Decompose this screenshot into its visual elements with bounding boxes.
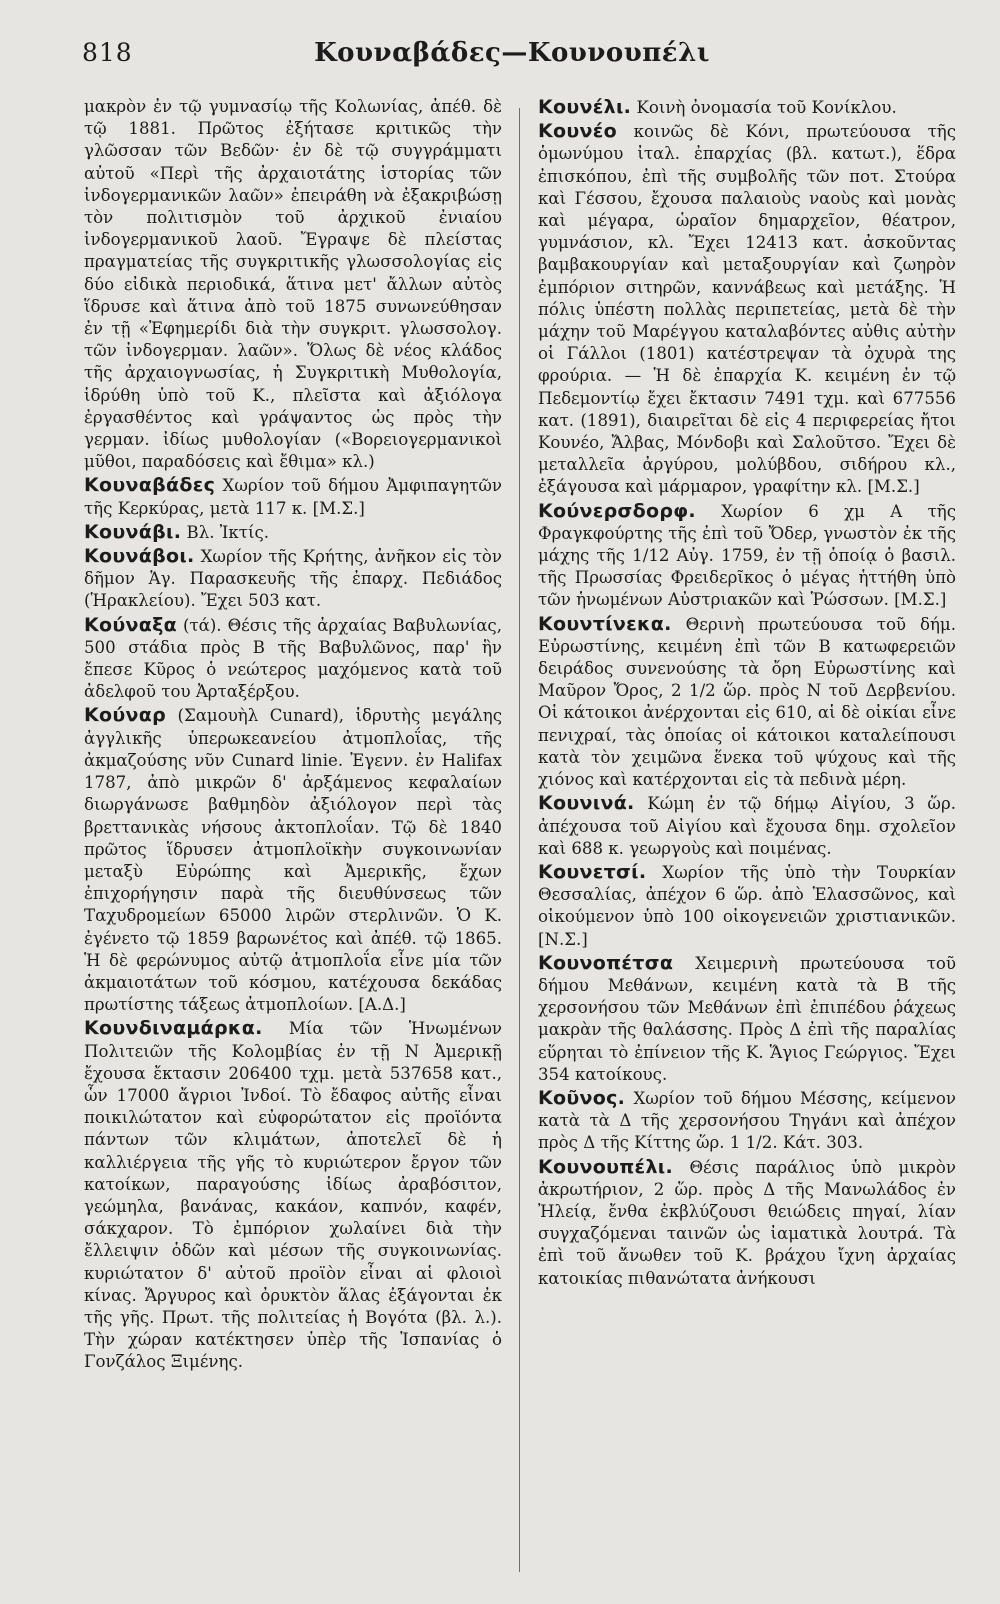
entry [538,96,956,119]
left-column [84,96,502,1576]
entry-headword: Κοῦνος. [538,1086,626,1109]
entry-text: Κώμη ἐν τῷ δήμῳ Αἰγίου, 3 ὥρ. ἀπέχουσα τοῦ Αἰγίου καὶ ἔχουσα δημ. σχολεῖον καὶ 688 κ. γεωργοὺς καὶ ποιμένας. [538,794,956,858]
entry-text: Χειμερινὴ πρωτεύουσα τοῦ δήμου Μεθάνων, κειμένη κατὰ τὰ Β τῆς χερσονήσου τῶν Μεθάνων ἐπὶ ἐπιπέδου ῥάχεως μακρὰν τῆς θαλάσσης. Πρὸς Δ ἐπὶ τῆς παραλίας εὕρηται τὸ ἐπίνειον τῆς Κ. Ἅγιος Γεώργιος. Ἔχει 354 κατοίκους. [538,953,956,1084]
entry [538,792,956,860]
entry [84,1017,502,1373]
entry-headword: Κούναρ [84,704,167,727]
entry-text: Χωρίον τῆς Κρήτης, ἀνῆκον εἰς τὸν δῆμον Ἁγ. Παρασκευῆς τῆς ἐπαρχ. Πεδιάδος (Ἡρακλείου). Ἔχει 503 κατ. [84,547,502,611]
entry-headword: Κουνέλι. [538,96,632,118]
entry-text: Χωρίον τοῦ δήμου Ἀμφιπαγητῶν τῆς Κερκύρας, μετὰ 117 κ. [Μ.Σ.] [84,476,502,518]
entry-continuation: μακρὸν ἐν τῷ γυμνασίῳ τῆς Κολωνίας, ἀπέθ. δὲ τῷ 1881. Πρῶτος ἐξήτασε κριτικῶς τὴν γλῶσσαν τῶν Βεδῶν· ἐν δὲ τῷ συγγράμματι αὐτοῦ «Περὶ τῆς ἀρχαιοτάτης ἱστορίας τῶν ἰνδογερμανικῶν λαῶν» ἐπειράθη νὰ ἐξακριβώσῃ τὸν πολιτισμὸν τοῦ ἀρχικοῦ ἐνιαίου ἰνδογερμανικοῦ λαοῦ. Ἔγραψε δὲ πλείστας πραγματείας τῆς συγκριτικῆς γλωσσολογίας εἰς δύο εἰδικὰ περιοδικά, ἅτινα μετ' ἄλλων αὐτὸς ἵδρυσε καὶ ἅτινα ἀπὸ τοῦ 1875 συνωνεύθησαν ἐν τῇ «Ἐφημερίδι διὰ τὴν συγκριτ. γλωσσολογ. τῶν ἰνδογερμαν. λαῶν». Ὅλως δὲ νέος κλάδος τῆς ἀρχαιογνωσίας, ἡ Συγκριτικὴ Μυθολογία, ἱδρύθη ὑπὸ τοῦ Κ., πλεῖστα καὶ ἀξιόλογα ἐργασθέντος καὶ γράψαντος ὡς πρὸς τὴν γερμαν. ἰδίως μυθολογίαν («Βορειογερμανικοὶ μῦθοι, παραδόσεις καὶ ἔθιμα» κλ.) [84,97,502,472]
entry [84,704,502,1016]
entry [84,521,502,544]
entry-text: Θέσις παράλιος ὑπὸ μικρὸν ἀκρωτήριον, 2 ὥρ. πρὸς Δ τῆς Μανωλάδος ἐν Ἠλείᾳ, ἔνθα ἐκβλύζουσι θειώδεις πηγαί, λίαν συγχαζόμεναι ταινῶν ὡς ἰαματικὰ λουτρά. Τὰ ἐπὶ τοῦ ἄνωθεν τοῦ Κ. βράχου ἴχνη ἀρχαίας κατοικίας πιθανώτατα ἀνήκουσι [538,1157,956,1288]
page-number: 818 [82,38,133,67]
entry-text: Χωρίον τοῦ δήμου Μέσσης, κείμενον κατὰ τὰ Δ τῆς χερσονήσου Τηγάνι καὶ ἀπέχον πρὸς Δ τῆς Κίττης ὥρ. 1 1/2. Κάτ. 303. [538,1088,956,1153]
running-head: Κουναβάδες—Κουνουπέλι [314,38,710,68]
entry-headword: Κουνδιναμάρκα. [84,1017,263,1040]
entry [84,614,502,704]
entry-headword: Κουνοπέτσα [538,951,674,974]
entry-headword: Κουντίνεκα. [538,612,672,635]
entry-text: Χωρίον 6 χμ Α τῆς Φραγκφούρτης τῆς ἐπὶ τοῦ Ὄδερ, γνωστὸν ἐκ τῆς μάχης τῆς 1/12 Αὐγ. 1759, ἐν τῇ ὁποίᾳ ὁ βασιλ. τῆς Πρωσσίας Φρειδερῖκος ὁ μέγας ἡττήθη ὑπὸ τῶν ἡνωμένων Αὐστριακῶν καὶ Ῥώσσων. [Μ.Σ.] [538,501,956,610]
entry [538,1087,956,1155]
entry-text: Χωρίον τῆς ὑπὸ τὴν Τουρκίαν Θεσσαλίας, ἀπέχον 6 ὥρ. ἀπὸ Ἐλασσῶνος, καὶ οἰκούμενον ὑπὸ 100 οἰκογενειῶν χριστιανικῶν. [Ν.Σ.] [538,862,956,949]
entry [84,545,502,613]
entry-headword: Κούναξα [84,613,177,636]
entry [538,952,956,1086]
entry-text: (τά). Θέσις τῆς ἀρχαίας Βαβυλωνίας, 500 στάδια πρὸς Β τῆς Βαβυλῶνος, παρ' ἣν ἔπεσε Κῦρος ὁ νεώτερος μαχόμενος κατὰ τοῦ ἀδελφοῦ του Ἀρταξέρξου. [84,615,502,702]
entry [538,500,956,612]
entry-headword: Κουνουπέλι. [538,1155,673,1178]
entry [538,1156,956,1290]
right-column [538,96,956,1576]
entry-text: (Σαμουὴλ Cunard), ἱδρυτὴς μεγάλης ἀγγλικῆς ὑπερωκεανείου ἀτμοπλοΐας, τῆς ἀκμαζούσης νῦν Cunard linie. Ἐγενν. ἐν Halifax 1787, ἀπὸ μικρῶν δ' ἀρξάμενος κεφαλαίων διωργάνωσε βαθμηδὸν ἀξιόλογον περὶ τὰς βρεττανικὰς νήσους ἀκτοπλοΐαν. Τῷ δὲ 1840 πρῶτος ἵδρυσεν ἀτμοπλοϊκὴν συγκοινωνίαν μεταξὺ Εὐρώπης καὶ Ἀμερικῆς, ἔχων ἐπιχορήγησιν παρὰ τῆς διευθύνσεως τῶν Ταχυδρομείων 65000 λιρῶν στερλινῶν. Ὁ Κ. ἐγένετο τῷ 1859 βαρωνέτος καὶ ἀπέθ. τῷ 1865. Ἡ δὲ φερώνυμος αὐτῷ ἀτμοπλοΐα εἶνε μία τῶν ἀκμαιοτάτων τοῦ κόσμου, κατέχουσα δεκάδας πρωτίστης τάξεως ἀτμοπλοίων. [Α.Δ.] [84,706,502,1015]
entry-headword: Κούνερσδορφ. [538,499,696,522]
entry [538,861,956,951]
entry-headword: Κουνάβι. [84,520,182,543]
entry-text: Κοινὴ ὀνομασία τοῦ Κονίκλου. [631,98,897,117]
page-header [82,38,942,78]
column-divider [519,108,520,1572]
entry-text: Βλ. Ἰκτίς. [181,522,270,542]
entry-headword: Κουνέο [538,120,617,143]
entry-headword: Κουναβάδες [84,474,216,497]
entry-text: κοινῶς δὲ Κόνι, πρωτεύουσα τῆς ὁμωνύμου ἰταλ. ἐπαρχίας (βλ. κατωτ.), ἕδρα ἐπισκόπου, ἐπὶ τῆς συμβολῆς τῶν ποτ. Στούρα καὶ Γέσσου, ἔχουσα παλαιοὺς ναοὺς καὶ μονὰς καὶ μέγαρα, ὡραῖον δημαρχεῖον, θέατρον, γυμνάσιον, κλ. Ἔχει 12413 κατ. ἀσκοῦντας βαμβακουργίαν καὶ μεταξουργίαν καὶ ζωηρὸν ἐμπόριον σιτηρῶν, καννάβεως καὶ μετάξης. Ἡ πόλις ὑπέστη πολλὰς περιπετείας, μετὰ δὲ τὴν μάχην τοῦ Μαρέγγου καταλαβόντες αὐθις αὐτὴν οἱ Γάλλοι (1801) κατέστρεψαν τὰ ὀχυρὰ της φρούρια. — Ἡ δὲ ἐπαρχία Κ. κειμένη ἐν τῷ Πεδεμοντίῳ ἔχει ἔκτασιν 7491 τχμ. καὶ 677556 κατ. (1891), διαιρεῖται δὲ εἰς 4 περιφερείας ἤτοι Κουνέο, Ἄλβας, Μόνδοβι καὶ Σαλοῦτσο. Ἔχει δὲ μεταλλεῖα ἀργύρου, μολύβδου, σιδήρου κλ., ἐξάγουσα καὶ μάρμαρον, γραφίτην κλ. [Μ.Σ.] [538,122,956,497]
entry [538,120,956,498]
entry-headword: Κουνετσί. [538,860,647,883]
entry-headword: Κουνινά. [538,792,635,815]
entry [538,613,956,792]
entry-headword: Κουνάβοι. [84,545,195,568]
entry [84,474,502,519]
entry-text: Μία τῶν Ἡνωμένων Πολιτειῶν τῆς Κολομβίας ἐν τῇ Ν Ἀμερικῇ ἔχουσα ἔκτασιν 206400 τχμ. μετὰ 537658 κατ., ὧν 17000 ἄγριοι Ἰνδοί. Τὸ ἔδαφος αὐτῆς εἶναι ποικιλώτατον καὶ εὐφορώτατον εἰς προϊόντα πάντων τῶν κλιμάτων, ἀποτελεῖ δὲ ἡ καλλιέργεια τῆς γῆς τὸ κυριώτερον ἔργον τῶν κατοίκων, παραγούσης ἰδίως ἀραβόσιτον, γεώμηλα, βανάνας, κακάον, καπνόν, καφέν, σάκχαρον. Τὸ ἐμπόριον χωλαίνει διὰ τὴν ἔλλειψιν ὁδῶν καὶ μέσων τῆς συγκοινωνίας. κυριώτατον δ' αὐτοῦ προϊὸν εἶναι αἱ φλοιοὶ κίνας. Ἄργυρος καὶ ὀρυκτὸν ἅλας ἐξάγονται ἐκ τῆς γῆς. Πρωτ. τῆς πολιτείας ἡ Βογότα (βλ. λ.). Τὴν χώραν κατέκτησεν ὑπὲρ τῆς Ἱσπανίας ὁ Γονζάλος Ξιμένης. [84,1019,502,1372]
entry-text: Θερινὴ πρωτεύουσα τοῦ δήμ. Εὐρωστίνης, κειμένη ἐπὶ τῶν Β κατωφερειῶν δειράδος συνενούσης τὰ ὄρη Εὐρωστίνης καὶ Μαῦρον Ὄρος, 2 1/2 ὥρ. πρὸς Ν τοῦ Δερβενίου. Οἱ κάτοικοι ἀνέρχονται εἰς 610, αἱ δὲ οἰκίαι εἶνε πενιχραί, τὰς ὁποίας οἱ κάτοικοι καταλείπουσι κατὰ τὸν χειμῶνα ἕνεκα τοῦ ψύχους καὶ τῆς χιόνος καὶ κατέρχονται εἰς τὰ πεδινὰ μέρη. [538,614,956,790]
